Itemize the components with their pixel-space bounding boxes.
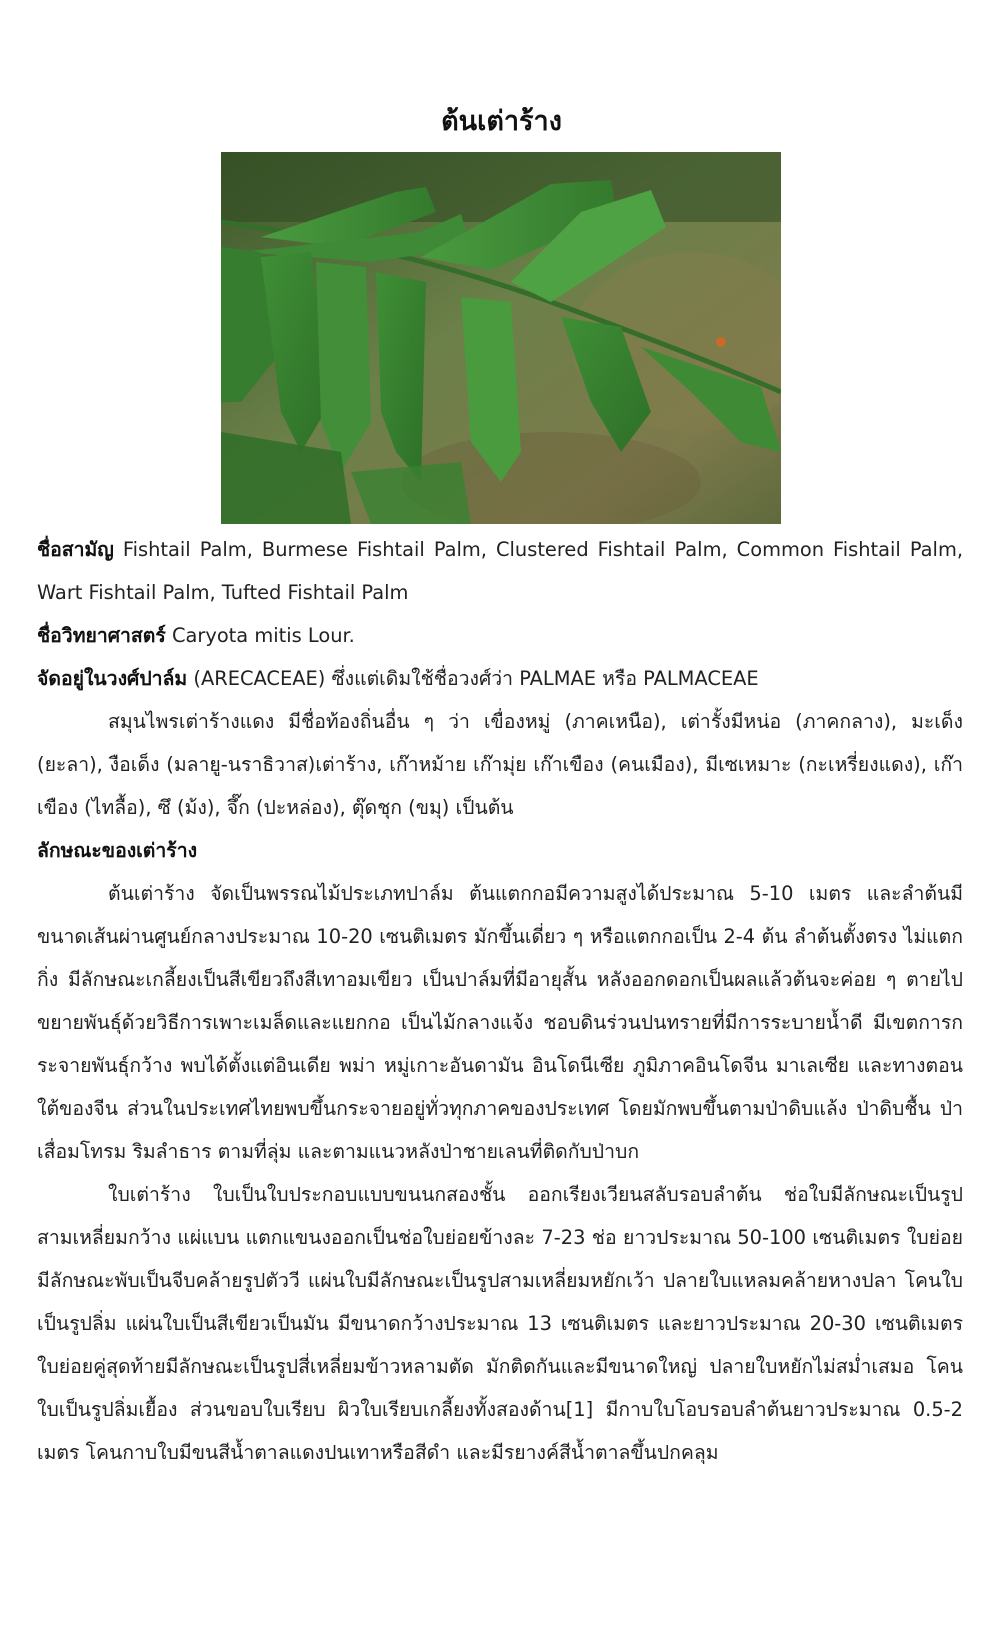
common-name-paragraph bbox=[37, 528, 963, 614]
family-text: (ARECACEAE) ซึ่งแต่เดิมใช้ชื่อวงศ์ว่า PALMAE หรือ PALMACEAE bbox=[193, 667, 759, 690]
characteristics-heading: ลักษณะของเต่าร้าง bbox=[37, 839, 198, 862]
leaf-paragraph: ใบเต่าร้าง ใบเป็นใบประกอบแบบขนนกสองชั้น ออกเรียงเวียนสลับรอบลำต้น ช่อใบมีลักษณะเป็นรูปสามเหลี่ยมกว้าง แผ่แบน แตกแขนงออกเป็นช่อใบย่อยข้างละ 7-23 ช่อ ยาวประมาณ 50-100 เซนติเมตร ใบย่อยมีลักษณะพับเป็นจีบคล้ายรูปตัววี แผ่นใบมีลักษณะเป็นรูปสามเหลี่ยมหยักเว้า ปลายใบแหลมคล้ายหางปลา โคนใบเป็นรูปลิ่ม แผ่นใบเป็นสีเขียวเป็นมัน มีขนาดกว้างประมาณ 13 เซนติเมตร และยาวประมาณ 20-30 เซนติเมตร ใบย่อยคู่สุดท้ายมีลักษณะเป็นรูปสี่เหลี่ยมข้าวหลามตัด มักติดกันและมีขนาดใหญ่ ปลายใบหยักไม่สม่ำเสมอ โคนใบเป็นรูปลิ่มเยื้อง ส่วนขอบใบเรียบ ผิวใบเรียบเกลี้ยงทั้งสองด้าน[1] มีกาบใบโอบรอบลำต้นยาวประมาณ 0.5-2 เมตร โคนกาบใบมีขนสีน้ำตาลแดงปนเทาหรือสีดำ และมีรยางค์สีน้ำตาลขึ้นปกคลุม bbox=[37, 1183, 963, 1464]
plant-photo bbox=[221, 152, 781, 524]
scientific-name-label: ชื่อวิทยาศาสตร์ bbox=[37, 624, 166, 647]
document-body bbox=[37, 528, 963, 1474]
local-names-paragraph: สมุนไพรเต่าร้างแดง มีชื่อท้องถิ่นอื่น ๆ ว่า เขื่องหมู่ (ภาคเหนือ), เต่ารั้งมีหน่อ (ภาคกลาง), มะเด็ง (ยะลา), งือเด็ง (มลายู-นราธิวาส)เต่าร้าง, เก๊าหม้าย เก๊ามุ่ย เก๊าเขือง (คนเมือง), มีเซเหมาะ (กะเหรี่ยงแดง), เก๊าเขือง (ไทลื้อ), ซึ (ม้ง), จึ๊ก (ปะหล่อง), ตุ๊ดชุก (ขมุ) เป็นต้น bbox=[37, 710, 963, 819]
scientific-name-text: Caryota mitis Lour. bbox=[171, 624, 355, 647]
fishtail-palm-leaves-image bbox=[221, 152, 781, 524]
common-name-label: ชื่อสามัญ bbox=[37, 538, 114, 561]
common-name-text: Fishtail Palm, Burmese Fishtail Palm, Clustered Fishtail Palm, Common Fishtail Palm, Wart Fishtail Palm, Tufted Fishtail Palm bbox=[37, 538, 963, 604]
family-label: จัดอยู่ในวงศ์ปาล์ม bbox=[37, 667, 188, 690]
trunk-paragraph: ต้นเต่าร้าง จัดเป็นพรรณไม้ประเภทปาล์ม ต้นแตกกอมีความสูงได้ประมาณ 5-10 เมตร และลำต้นมีขนาดเส้นผ่านศูนย์กลางประมาณ 10-20 เซนติเมตร มักขึ้นเดี่ยว ๆ หรือแตกกอเป็น 2-4 ต้น ลำต้นตั้งตรง ไม่แตกกิ่ง มีลักษณะเกลี้ยงเป็นสีเขียวถึงสีเทาอมเขียว เป็นปาล์มที่มีอายุสั้น หลังออกดอกเป็นผลแล้วต้นจะค่อย ๆ ตายไป ขยายพันธุ์ด้วยวิธีการเพาะเมล็ดและแยกกอ เป็นไม้กลางแจ้ง ชอบดินร่วนปนทรายที่มีการระบายน้ำดี มีเขตการกระจายพันธุ์กว้าง พบได้ตั้งแต่อินเดีย พม่า หมู่เกาะอันดามัน อินโดนีเซีย ภูมิภาคอินโดจีน มาเลเซีย และทางตอนใต้ของจีน ส่วนในประเทศไทยพบขึ้นกระจายอยู่ทั่วทุกภาคของประเทศ โดยมักพบขึ้นตามป่าดิบแล้ง ป่าดิบชื้น ป่าเสื่อมโทรม ริมลำธาร ตามที่ลุ่ม และตามแนวหลังป่าชายเลนที่ติดกับป่าบก bbox=[37, 882, 963, 1163]
page-title: ต้นเต่าร้าง bbox=[441, 106, 562, 137]
scientific-name-paragraph bbox=[37, 614, 963, 657]
family-paragraph bbox=[37, 657, 963, 700]
